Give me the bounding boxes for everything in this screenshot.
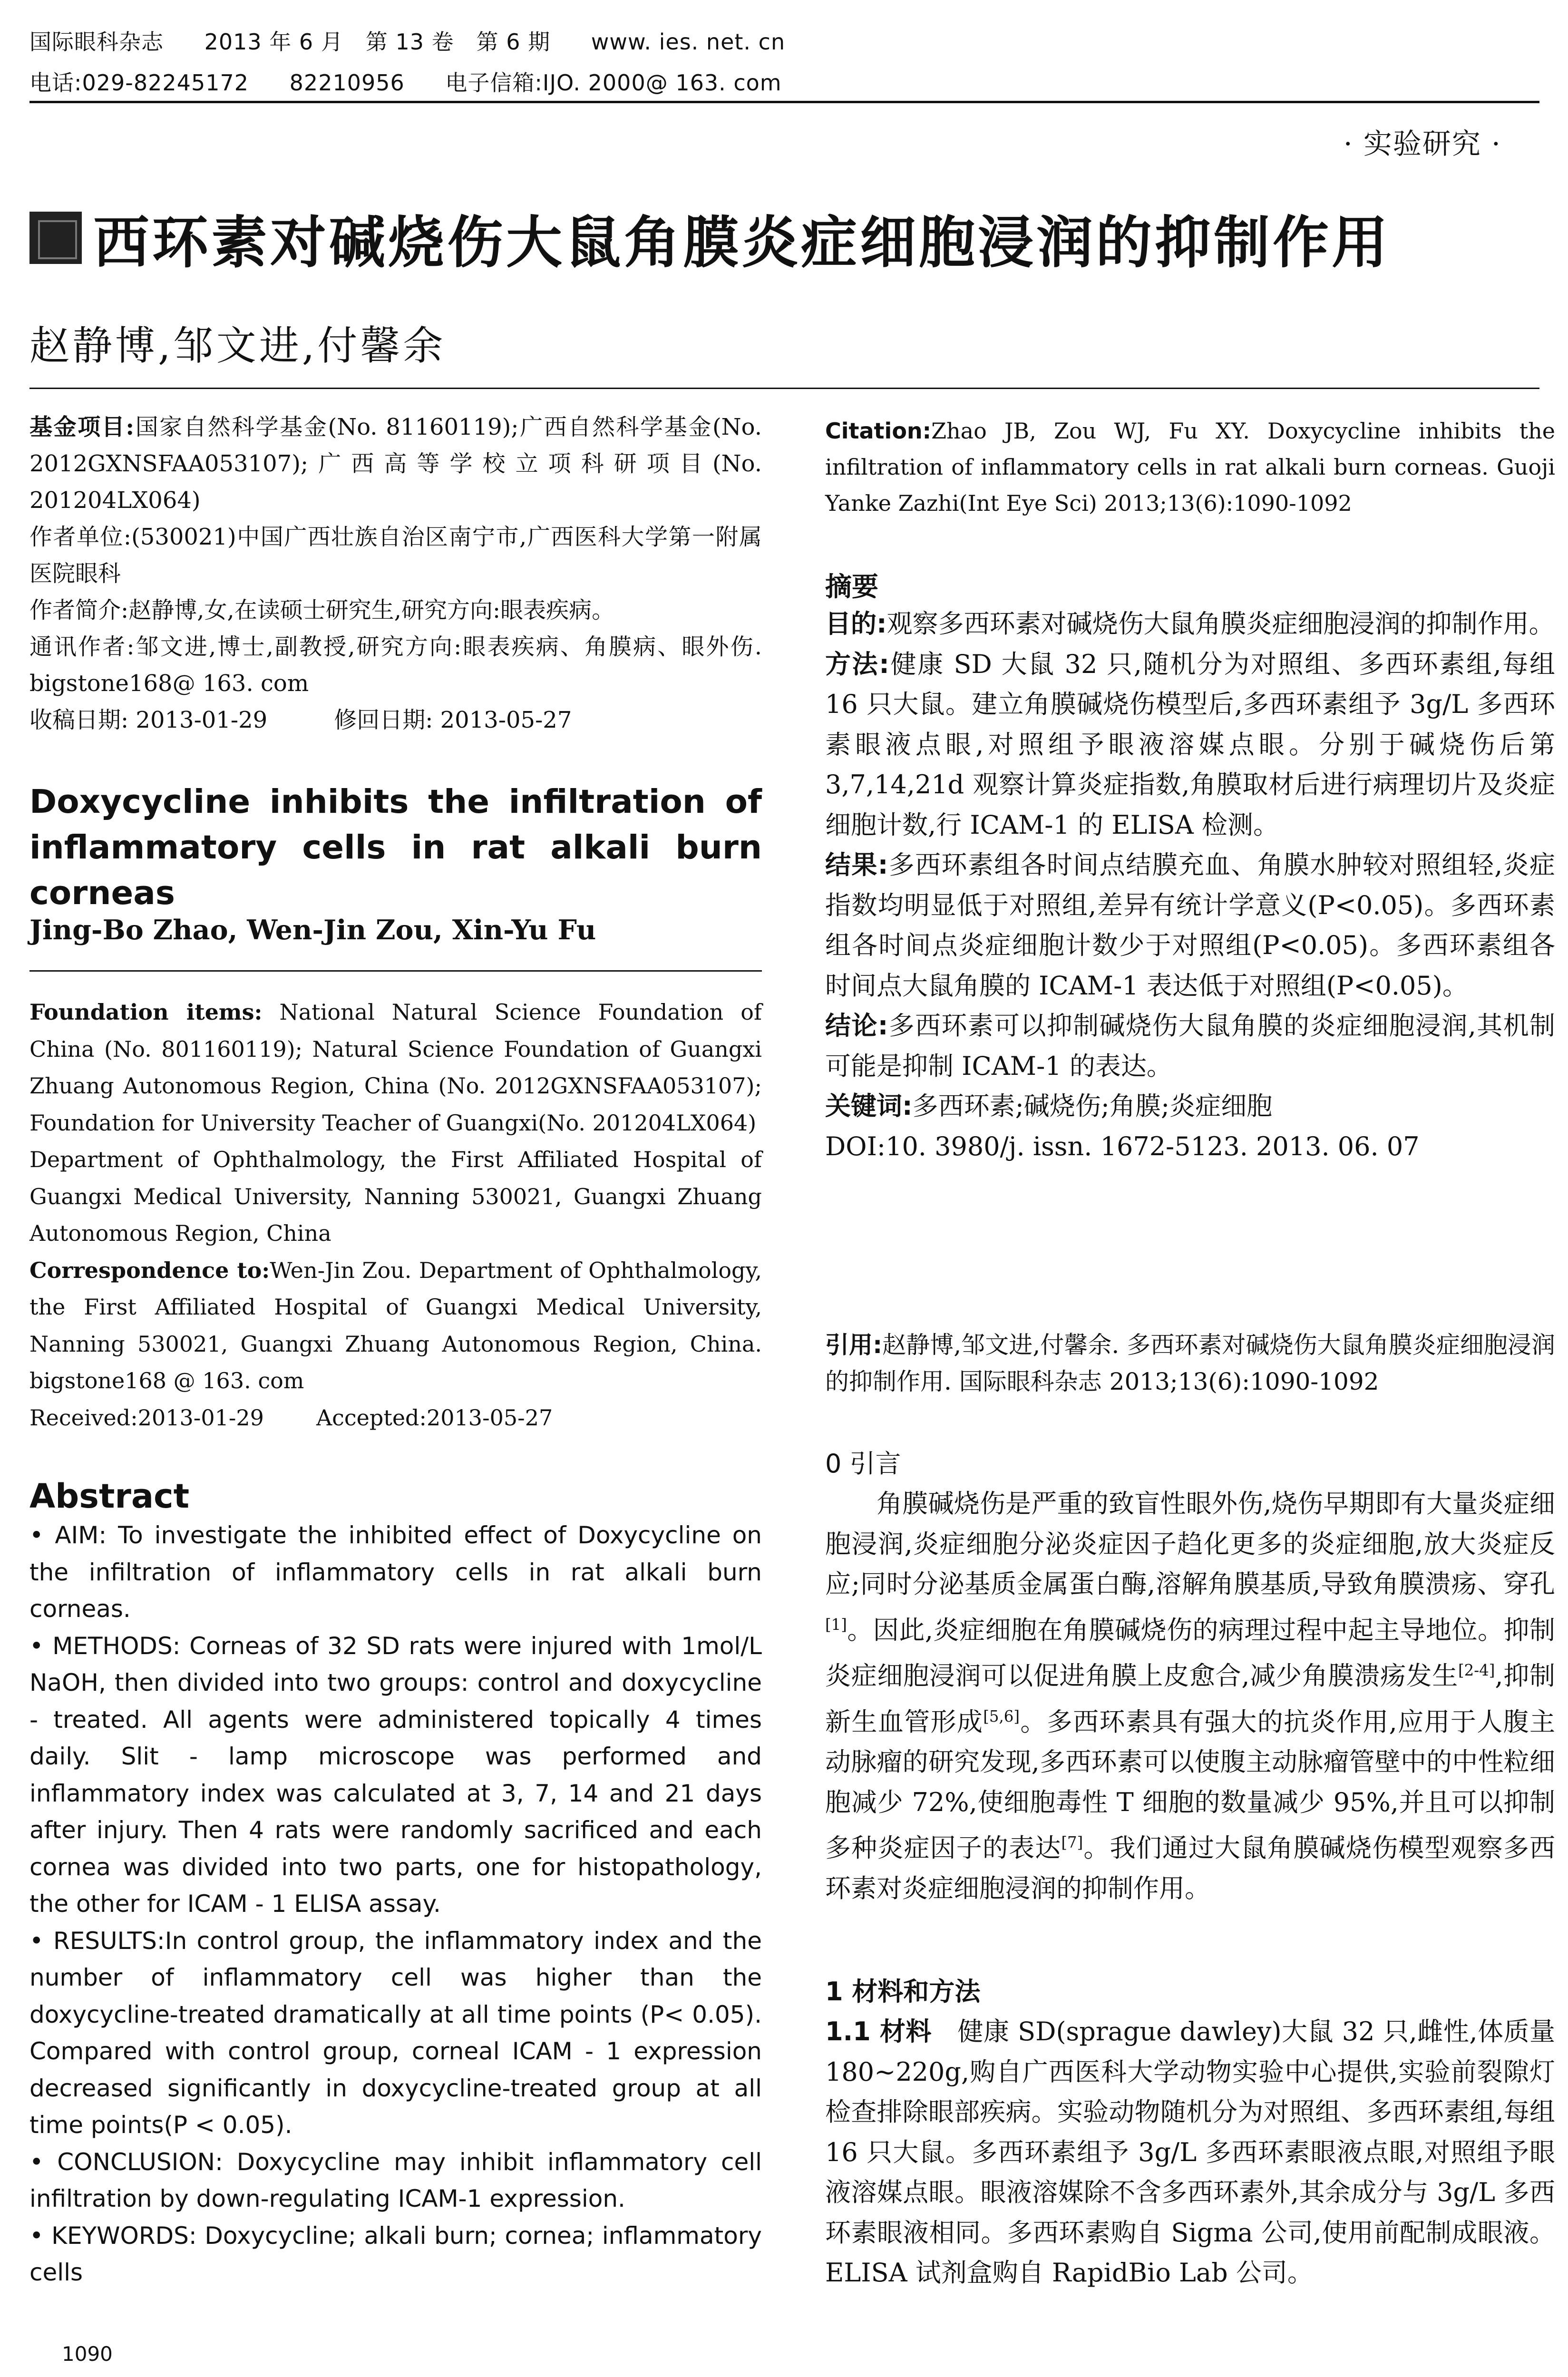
abstract-conclusion: • CONCLUSION: Doxycycline may inhibit inflammatory cell infiltration by down-regulating ICAM-1 expression. bbox=[29, 2148, 762, 2212]
correspondence-label: Correspondence to: bbox=[29, 1257, 270, 1283]
journal-issue: 2013 年 6 月 第 13 卷 第 6 期 bbox=[204, 29, 551, 55]
authors-cn: 赵静博,邹文进,付馨余 bbox=[29, 322, 446, 369]
foundation-items-label: Foundation items: bbox=[29, 999, 263, 1025]
abstract-body bbox=[29, 1517, 762, 2291]
received-en: Received:2013-01-29 bbox=[29, 1404, 264, 1431]
materials-label: 1.1 材料 bbox=[825, 2017, 932, 2046]
english-title: Doxycycline inhibits the infiltration of inflammatory cells in rat alkali burn corneas bbox=[29, 783, 762, 912]
section-tag: · 实验研究 · bbox=[1343, 127, 1501, 161]
abstract-methods: • METHODS: Corneas of 32 SD rats were injured with 1mol/L NaOH, then divided into two groups: control and doxycycline - treated. All agents were administered topically 4 times daily. Slit - lamp microscope was performed and inflammatory index was calculated at 3, 7, 14 and 21 days after injury. Then 4 rats were randomly sacrificed and each cornea was divided into two parts, one for histopathology, the other for ICAM - 1 ELISA assay. bbox=[29, 1632, 762, 1918]
conclusion-cn-label: 结论: bbox=[825, 1011, 888, 1041]
department-text: Department of Ophthalmology, the First Affiliated Hospital of Guangxi Medical University, Nanning 530021, Guangxi Zhuang Autonomous Region, China bbox=[29, 1147, 762, 1246]
results-cn-label: 结果: bbox=[825, 850, 888, 880]
intro-body bbox=[825, 1484, 1555, 1909]
revised-date: 修回日期: 2013-05-27 bbox=[334, 707, 572, 733]
ref-2-4[interactable]: [2-4] bbox=[1458, 1661, 1495, 1679]
journal-header-line2 bbox=[29, 66, 815, 97]
abstract-cn-body bbox=[825, 604, 1555, 1167]
journal-phone2: 82210956 bbox=[289, 70, 405, 96]
keywords-cn-label: 关键词: bbox=[825, 1091, 913, 1121]
received-date: 收稿日期: 2013-01-29 bbox=[29, 707, 268, 733]
citation-text: Zhao JB, Zou WJ, Fu XY. Doxycycline inhibits the infiltration of inflammatory cells in rat alkali burn corneas. Guoji Yanke Zazhi(Int Eye Sci) 2013;13(6):1090-1092 bbox=[825, 418, 1555, 516]
conclusion-cn-text: 多西环素可以抑制碱烧伤大鼠角膜的炎症细胞浸润,其机制可能是抑制 ICAM-1 的表达。 bbox=[825, 1011, 1555, 1081]
journal-website[interactable]: www. ies. net. cn bbox=[591, 29, 786, 55]
intro-text-2: 。因此,炎症细胞在角膜碱烧伤的病理过程中起主导地位。抑制炎症细胞浸润可以促进角膜上皮愈合,减少角膜溃疡发生 bbox=[825, 1615, 1555, 1691]
ref-1[interactable]: [1] bbox=[825, 1615, 847, 1634]
abstract-cn-heading: 摘要 bbox=[825, 572, 878, 603]
correspondence-text: Wen-Jin Zou. Department of Ophthalmology, the First Affiliated Hospital of Guangxi Medical University, Nanning 530021, Guangxi Zhuang Autonomous Region, China. bigstone168 @ 163. com bbox=[29, 1257, 762, 1393]
journal-header-line1 bbox=[29, 25, 818, 56]
aim-cn-text: 观察多西环素对碱烧伤大鼠角膜炎症细胞浸润的抑制作用。 bbox=[886, 609, 1555, 639]
abstract-keywords: • KEYWORDS: Doxycycline; alkali burn; cornea; inflammatory cells bbox=[29, 2221, 762, 2286]
ref-7[interactable]: [7] bbox=[1061, 1833, 1083, 1851]
abstract-results: • RESULTS:In control group, the inflammatory index and the number of inflammatory cell was higher than the doxycycline-treated dramatically at all time points (P< 0.05). Compared with control group, corneal ICAM - 1 expression decreased significantly in doxycycline-treated group at all time points(P < 0.05). bbox=[29, 1927, 762, 2139]
intro-label: 作者简介: bbox=[29, 597, 129, 623]
cite-cn-block bbox=[825, 1327, 1555, 1400]
title-rule bbox=[29, 388, 1539, 389]
methods-cn-label: 方法: bbox=[825, 649, 889, 679]
intro-heading: 0 引言 bbox=[825, 1449, 901, 1479]
intro-text-1: 角膜碱烧伤是严重的致盲性眼外伤,烧伤早期即有大量炎症细胞浸润,炎症细胞分泌炎症因子趋化更多的炎症细胞,放大炎症反应;同时分泌基质金属蛋白酶,溶解角膜基质,导致角膜溃疡、穿孔 bbox=[825, 1489, 1555, 1599]
materials-text: 健康 SD(sprague dawley)大鼠 32 只,雌性,体质量 180~220g,购自广西医科大学动物实验中心提供,实验前裂隙灯检查排除眼部疾病。实验动物随机分为对照组、多西环素组,每组 16 只大鼠。多西环素组予 3g/L 多西环素眼液点眼,对照组予眼液溶媒点眼。眼液溶媒除不含多西环素外,其余成分与 3g/L 多西环素眼液相同。多西环素购自 Sigma 公司,使用前配制成眼液。ELISA 试剂盒购自 RapidBio Lab 公司。 bbox=[825, 2017, 1555, 2288]
journal-email[interactable]: 电子信箱:IJO. 2000@ 163. com bbox=[445, 70, 782, 96]
en-authors-rule bbox=[29, 970, 762, 972]
left-column-en-info bbox=[29, 994, 762, 1436]
article-title-text: 西环素对碱烧伤大鼠角膜炎症细胞浸润的抑制作用 bbox=[93, 210, 1391, 275]
aim-cn-label: 目的: bbox=[825, 609, 887, 639]
foundation-label: 基金项目: bbox=[29, 414, 135, 440]
corr-text: 邹文进,博士,副教授,研究方向:眼表疾病、角膜病、眼外伤. bigstone168@ 163. com bbox=[29, 633, 762, 697]
materials-body bbox=[825, 2012, 1555, 2293]
cite-cn-text: 赵静博,邹文进,付馨余. 多西环素对碱烧伤大鼠角膜炎症细胞浸润的抑制作用. 国际眼科杂志 2013;13(6):1090-1092 bbox=[825, 1331, 1555, 1395]
methods-heading: 1 材料和方法 bbox=[825, 1977, 981, 2007]
affiliation-text: (530021)中国广西壮族自治区南宁市,广西医科大学第一附属医院眼科 bbox=[29, 524, 762, 587]
ref-5-6[interactable]: [5,6] bbox=[983, 1707, 1020, 1725]
foundation-text: 国家自然科学基金(No. 81160119);广西自然科学基金(No. 2012GXNSFAA053107);广西高等学校立项科研项目(No. 201204LX064) bbox=[29, 414, 762, 514]
intro-text: 赵静博,女,在读硕士研究生,研究方向:眼表疾病。 bbox=[128, 597, 615, 623]
keywords-cn-text: 多西环素;碱烧伤;角膜;炎症细胞 bbox=[912, 1091, 1273, 1121]
methods-cn-text: 健康 SD 大鼠 32 只,随机分为对照组、多西环素组,每组 16 只大鼠。建立角膜碱烧伤模型后,多西环素组予 3g/L 多西环素眼液点眼,对照组予眼液溶媒点眼。分别于碱烧伤后第 3,7,14,21d 观察计算炎症指数,角膜取材后进行病理切片及炎症细胞计数,行 ICAM-1 的 ELISA 检测。 bbox=[825, 649, 1555, 840]
foundation-items-text: National Natural Science Foundation of China (No. 801160119); Natural Science Foundation of Guangxi Zhuang Autonomous Region, China (No. 2012GXNSFAA053107); Foundation for University Teacher of Guangxi(No. 201204LX064) bbox=[29, 999, 762, 1136]
abstract-heading: Abstract bbox=[29, 1477, 190, 1516]
affiliation-label: 作者单位: bbox=[29, 524, 132, 550]
accepted-en: Accepted:2013-05-27 bbox=[316, 1404, 553, 1431]
english-authors: Jing-Bo Zhao, Wen-Jin Zou, Xin-Yu Fu bbox=[29, 914, 596, 946]
abstract-aim: • AIM: To investigate the inhibited effect of Doxycycline on the infiltration of inflammatory cells in rat alkali burn corneas. bbox=[29, 1521, 762, 1623]
journal-name: 国际眼科杂志 bbox=[29, 29, 164, 55]
intro-text-3: ,抑制新生血管形成 bbox=[825, 1661, 1555, 1737]
citation-block bbox=[825, 413, 1555, 521]
journal-phone: 电话:029-82245172 bbox=[29, 70, 249, 96]
citation-label: Citation: bbox=[825, 418, 932, 444]
dropcap-logo bbox=[29, 212, 82, 264]
article-title bbox=[29, 197, 1391, 278]
header-rule bbox=[29, 101, 1539, 103]
cite-cn-label: 引用: bbox=[825, 1331, 883, 1359]
corr-label: 通讯作者: bbox=[29, 633, 135, 660]
left-column-info bbox=[29, 409, 762, 739]
results-cn-text: 多西环素组各时间点结膜充血、角膜水肿较对照组轻,炎症指数均明显低于对照组,差异有统计学意义(P<0.05)。多西环素组各时间点炎症细胞计数少于对照组(P<0.05)。多西环素组各时间点大鼠角膜的 ICAM-1 表达低于对照组(P<0.05)。 bbox=[825, 850, 1555, 1001]
intro-text-5: 。我们通过大鼠角膜碱烧伤模型观察多西环素对炎症细胞浸润的抑制作用。 bbox=[825, 1833, 1556, 1903]
intro-text-4: 。多西环素具有强大的抗炎作用,应用于人腹主动脉瘤的研究发现,多西环素可以使腹主动脉瘤管壁中的中性粒细胞减少 72%,使细胞毒性 T 细胞的数量减少 95%,并且可以抑制多种炎症因子的表达 bbox=[825, 1706, 1555, 1863]
page-number: 1090 bbox=[62, 2342, 113, 2366]
doi-text[interactable]: DOI:10. 3980/j. issn. 1672-5123. 2013. 06. 07 bbox=[825, 1131, 1420, 1161]
